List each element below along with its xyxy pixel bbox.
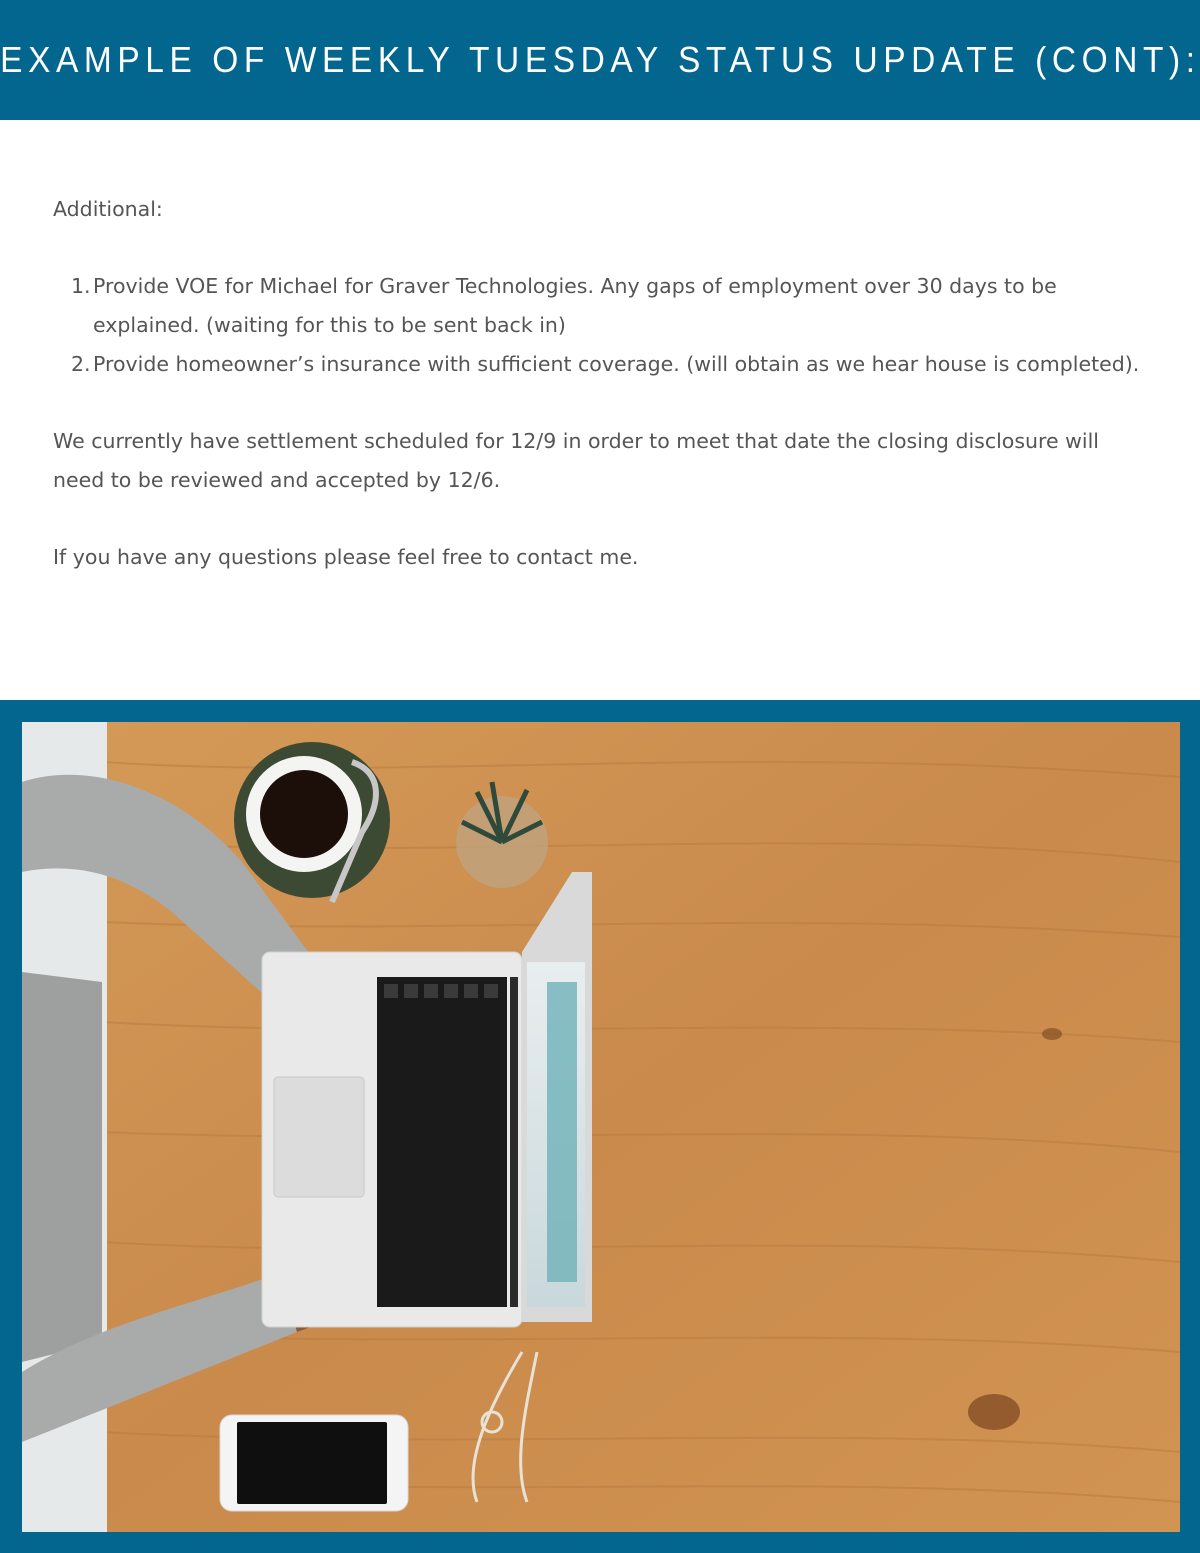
laptop-trackpad: [274, 1077, 364, 1197]
content-body: [53, 190, 1153, 577]
wood-knot: [968, 1394, 1020, 1430]
list-item: [53, 345, 1153, 384]
list-item: [53, 267, 1153, 345]
list-item-text: Provide VOE for Michael for Graver Technologies. Any gaps of employment over 30 days to be explained. (waiting for this to be sent back in): [93, 274, 1057, 337]
closing-paragraph: If you have any questions please feel free to contact me.: [53, 545, 639, 569]
desk-photo: [22, 722, 1180, 1532]
desk-illustration: [22, 722, 1180, 1532]
settlement-paragraph: We currently have settlement scheduled for 12/9 in order to meet that date the closing disclosure will need to be reviewed and accepted by 12/6.: [53, 429, 1099, 492]
laptop-keyboard: [377, 977, 507, 1307]
photo-frame: [0, 700, 1200, 1553]
list-item-number: 1.: [71, 274, 91, 298]
page-title: EXAMPLE OF WEEKLY TUESDAY STATUS UPDATE (CONT):: [0, 39, 1200, 80]
list-item-text: Provide homeowner’s insurance with sufficient coverage. (will obtain as we hear house is completed).: [93, 352, 1140, 376]
additional-label: Additional:: [53, 197, 163, 221]
action-list: [53, 267, 1153, 384]
list-item-number: 2.: [71, 352, 91, 376]
page-header: [0, 0, 1200, 120]
